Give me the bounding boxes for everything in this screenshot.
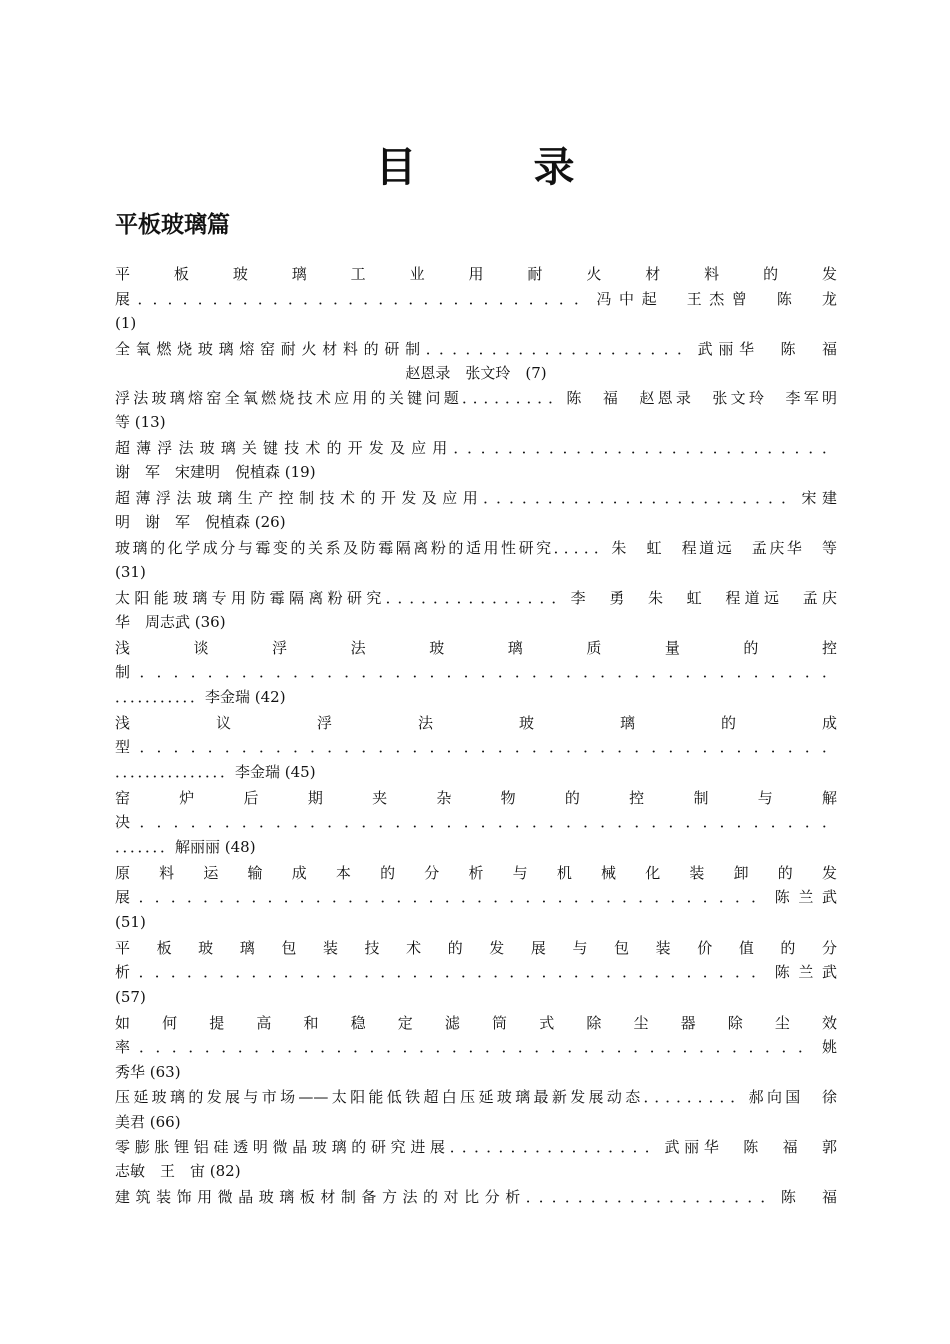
toc-line: (57) [115, 988, 146, 1006]
toc-line: 平 板 玻 璃 工 业 用 耐 火 材 料 的 发 [115, 265, 837, 283]
toc-line: 平 板 玻 璃 包 装 技 术 的 发 展 与 包 装 价 值 的 分 [115, 939, 837, 957]
toc-line: 等 (13) [115, 413, 166, 431]
toc-line: 型．．．．．．．．．．．．．．．．．．．．．．．．．．．．．．．．．．．．．．．．． [115, 738, 837, 756]
toc-line: ．．．．．．．．．．．．．．．李金瑞 (45) [115, 763, 316, 781]
toc-line: 决．．．．．．．．．．．．．．．．．．．．．．．．．．．．．．．．．．．．．．．．． [115, 813, 837, 831]
toc-line: 全氧燃烧玻璃熔窑耐火材料的研制．．．．．．．．．．．．．．．．．．．．武丽华 陈 福 [115, 340, 837, 358]
toc-line: 率．．．．．．．．．．．．．．．．．．．．．．．．．．．．．．．．．．．．．．．．．姚 [115, 1038, 837, 1056]
toc-line: 浅 谈 浮 法 玻 璃 质 量 的 控 [115, 639, 837, 657]
toc-line: 谢 军 宋建明 倪植森 (19) [115, 463, 316, 481]
toc-line: (31) [115, 563, 146, 581]
toc-line: 浅 议 浮 法 玻 璃 的 成 [115, 714, 837, 732]
toc-line: 零膨胀锂铝硅透明微晶玻璃的研究进展．．．．．．．．．．．．．．．．．武丽华 陈 福 郭 [115, 1138, 837, 1156]
toc-line: ．．．．．．．解丽丽 (48) [115, 838, 256, 856]
toc-line: 展．．．．．．．．．．．．．．．．．．．．．．．．．．．．．．．．．．．．．．．陈兰武 [115, 888, 837, 906]
toc-line: 秀华 (63) [115, 1063, 181, 1081]
toc-line: 美君 (66) [115, 1113, 181, 1131]
toc-line: 建筑装饰用微晶玻璃板材制备方法的对比分析．．．．．．．．．．．．．．．．．．．陈 福 [115, 1188, 837, 1206]
toc-line: 玻璃的化学成分与霉变的关系及防霉隔离粉的适用性研究．．．．．朱 虹 程道远 孟庆华 等 [115, 539, 837, 557]
toc-line: ．．．．．．．．．．．李金瑞 (42) [115, 688, 286, 706]
toc-line: (1) [115, 314, 137, 332]
toc-line: 超薄浮法玻璃生产控制技术的开发及应用．．．．．．．．．．．．．．．．．．．．．．．．宋建 [115, 489, 837, 507]
toc-line: 原 料 运 输 成 本 的 分 析 与 机 械 化 装 卸 的 发 [115, 864, 837, 882]
toc-line: 如 何 提 高 和 稳 定 滤 筒 式 除 尘 器 除 尘 效 [115, 1014, 837, 1032]
toc-line: 浮法玻璃熔窑全氧燃烧技术应用的关键问题．．．．．．．．．陈 福 赵恩录 张文玲 李军明 [115, 389, 837, 407]
toc-line: 展．．．．．．．．．．．．．．．．．．．．．．．．．．．．．．冯中起 王杰曾 陈 龙 [115, 290, 837, 308]
toc-line: 窑 炉 后 期 夹 杂 物 的 控 制 与 解 [115, 789, 837, 807]
toc-line: 析．．．．．．．．．．．．．．．．．．．．．．．．．．．．．．．．．．．．．．．陈兰武 [115, 963, 837, 981]
toc-line: 志敏 王 宙 (82) [115, 1162, 241, 1180]
toc-line: 制．．．．．．．．．．．．．．．．．．．．．．．．．．．．．．．．．．．．．．．．． [115, 663, 837, 681]
toc-line: 明 谢 军 倪植森 (26) [115, 513, 286, 531]
toc-line: 超薄浮法玻璃关键技术的开发及应用．．．．．．．．．．．．．．．．．．．．．．．．．．．． [115, 439, 837, 457]
toc-line: (51) [115, 913, 146, 931]
toc-line: 压延玻璃的发展与市场——太阳能低铁超白压延玻璃最新发展动态．．．．．．．．．郝向国 徐 [115, 1088, 837, 1106]
page-title: 目 录 [375, 143, 613, 191]
toc-line: 华 周志武 (36) [115, 613, 226, 631]
toc-line: 太阳能玻璃专用防霉隔离粉研究．．．．．．．．．．．．．．．李 勇 朱 虹 程道远 孟庆 [115, 589, 837, 607]
section-heading: 平板玻璃篇 [115, 212, 230, 238]
toc-line: 赵恩录 张文玲 (7) [405, 364, 547, 382]
